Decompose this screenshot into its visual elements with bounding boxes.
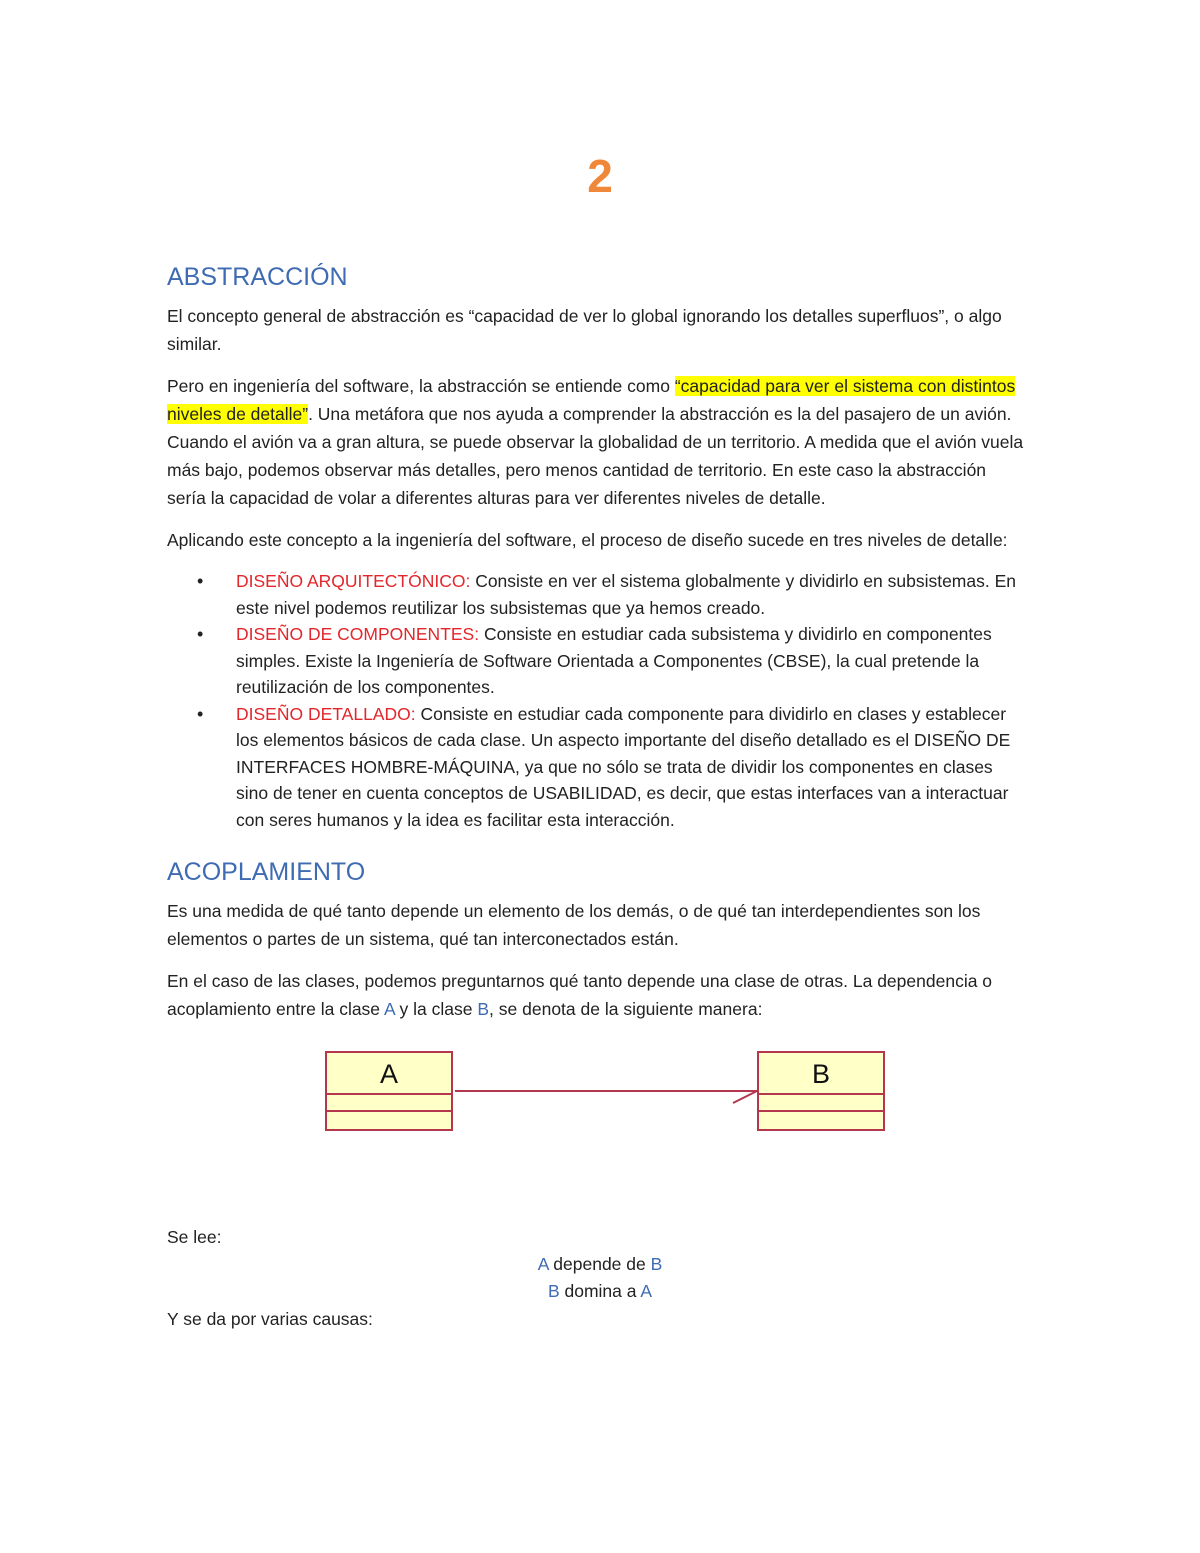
- uml-class-a: [325, 1051, 453, 1131]
- level-title: DISEÑO DETALLADO:: [236, 703, 416, 724]
- heading-abstraccion: ABSTRACCIÓN: [167, 263, 348, 291]
- level-text: Consiste en estudiar cada componente para dividirlo en clases y establecer los elementos básicos de cada clase. Un aspecto importante del diseño detallado es el DISEÑO DE INTERFACES HOMBRE-MÁQUINA, ya que no sólo se trata de dividir los componentes en clases sino de tener en cuenta conceptos de USABILIDAD, es decir, que estas interfaces van a interactuar con seres humanos y la idea es facilitar esta interacción.: [236, 703, 1011, 830]
- level-text: Consiste en estudiar cada subsistema y dividirlo en componentes simples. Existe la Ingeniería de Software Orientada a Componentes (CBSE), la cual pretende la reutilización de los componentes.: [236, 624, 992, 697]
- uml-class-operations: [327, 1112, 451, 1129]
- uml-class-name: B: [759, 1053, 883, 1095]
- level-title: DISEÑO ARQUITECTÓNICO:: [236, 571, 471, 591]
- class-name-a: A: [383, 999, 395, 1019]
- paragraph-abstraccion-software: [167, 372, 1027, 512]
- level-text: Consiste en ver el sistema globalmente y dividirlo en subsistemas. En este nivel podemos reutilizar los subsistemas que ya hemos creado.: [236, 571, 1016, 618]
- chapter-number: 2: [587, 150, 613, 202]
- bullet-icon: •: [197, 571, 204, 591]
- bullet-icon: •: [197, 624, 204, 644]
- class-name-a: A: [640, 1281, 653, 1301]
- text: En el caso de las clases, podemos preguntarnos qué tanto depende una clase de otras. La dependencia o acoplamiento entre la clase: [167, 971, 993, 1019]
- text: . Una metáfora que nos ayuda a comprender la abstracción es la del pasajero de un avión. Cuando el avión va a gran altura, se puede observar la globalidad de un territorio. A medida que el avión vuela más bajo, podemos observar más detalles, pero menos cantidad de territorio. En este caso la abstracción sería la capacidad de volar a diferentes alturas para ver diferentes niveles de detalle.: [167, 404, 1024, 508]
- uml-dependency-diagram: [167, 1051, 1027, 1201]
- uml-association-line: [167, 1051, 1027, 1201]
- reading-line-2: [0, 1278, 1200, 1305]
- level-title: DISEÑO DE COMPONENTES:: [236, 624, 480, 644]
- list-item: [167, 621, 1027, 701]
- heading-acoplamiento: ACOPLAMIENTO: [167, 858, 366, 886]
- uml-class-b: [757, 1051, 885, 1131]
- class-name-b: B: [547, 1281, 560, 1301]
- paragraph-abstraccion-definition: El concepto general de abstracción es “capacidad de ver lo global ignorando los detalles superfluos”, o algo similar.: [167, 306, 1002, 354]
- document-body: [167, 258, 1027, 1347]
- class-name-b: B: [650, 1254, 663, 1274]
- bullet-icon: •: [197, 703, 204, 724]
- paragraph-acoplamiento-definition: Es una medida de qué tanto depende un elemento de los demás, o de qué tan interdependientes son los elementos o partes de un sistema, qué tan interconectados están.: [167, 901, 981, 949]
- design-levels-list: [167, 568, 1027, 833]
- class-name-a: A: [537, 1254, 549, 1274]
- paragraph-causes: Y se da por varias causas:: [167, 1309, 373, 1329]
- reads-label: Se lee:: [167, 1227, 222, 1247]
- text: , se denota de la siguiente manera:: [489, 999, 763, 1019]
- class-name-b: B: [477, 999, 490, 1019]
- uml-class-attributes: [327, 1095, 451, 1112]
- paragraph-abstraccion-levels-intro: Aplicando este concepto a la ingeniería del software, el proceso de diseño sucede en tres niveles de detalle:: [167, 530, 1008, 550]
- highlighted-definition: “capacidad para ver el sistema con distintos niveles de detalle”: [167, 376, 1016, 424]
- list-item: [167, 568, 1027, 621]
- text: Pero en ingeniería del software, la abstracción se entiende como: [167, 376, 675, 396]
- uml-class-name: A: [327, 1053, 451, 1095]
- text: y la clase: [394, 999, 478, 1019]
- paragraph-acoplamiento-classes: [167, 967, 1027, 1023]
- text: depende de: [548, 1254, 651, 1274]
- reading-line-1: [0, 1251, 1200, 1278]
- text: domina a: [559, 1281, 641, 1301]
- uml-class-operations: [759, 1112, 883, 1129]
- uml-class-attributes: [759, 1095, 883, 1112]
- list-item: [167, 701, 1027, 834]
